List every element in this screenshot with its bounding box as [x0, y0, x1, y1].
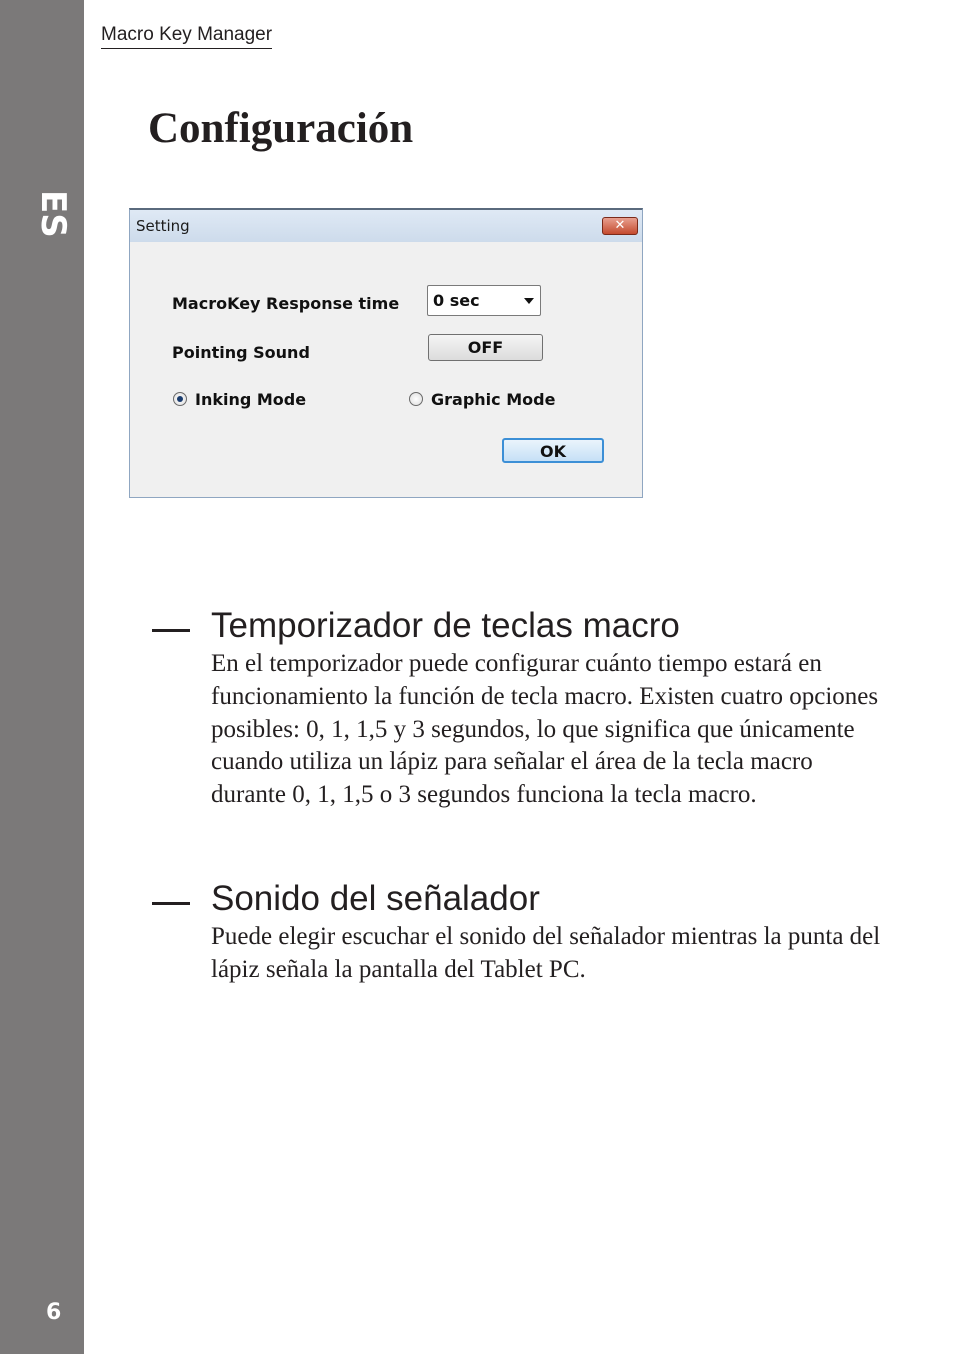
- section-heading-timer: Temporizador de teclas macro: [211, 606, 680, 645]
- inking-mode-label: Inking Mode: [195, 390, 307, 409]
- pointing-sound-label: Pointing Sound: [172, 343, 310, 362]
- response-time-select[interactable]: [427, 285, 541, 316]
- response-time-label: MacroKey Response time: [172, 294, 400, 313]
- running-head: Macro Key Manager: [101, 24, 272, 49]
- ok-button[interactable]: OK: [502, 438, 604, 463]
- dialog-titlebar: [130, 210, 642, 242]
- inking-mode-radio[interactable]: [173, 392, 187, 406]
- pointing-sound-toggle-button[interactable]: OFF: [428, 334, 543, 361]
- graphic-mode-label: Graphic Mode: [431, 390, 556, 409]
- section-bullet-dash: [152, 902, 190, 905]
- section-heading-sound: Sonido del señalador: [211, 879, 540, 918]
- graphic-mode-radio[interactable]: [409, 392, 423, 406]
- close-icon[interactable]: ✕: [602, 217, 638, 235]
- section-body-sound: Puede elegir escuchar el sonido del señalador mientras la punta del lápiz señala la pantalla del Tablet PC.: [211, 923, 881, 983]
- section-bullet-dash: [152, 629, 190, 632]
- language-tab: ES: [33, 190, 73, 238]
- response-time-value: 0 sec: [433, 291, 480, 310]
- chevron-down-icon: [524, 298, 534, 304]
- dialog-body: [130, 242, 642, 497]
- section-body-timer: En el temporizador puede configurar cuánto tiempo estará en funcionamiento la función de tecla macro. Existen cuatro opciones posibles: 0, 1, 1,5 y 3 segundos, lo que significa que únicamente cuando utiliza un lápiz para señalar el área de la tecla macro durante 0, 1, 1,5 o 3 segundos funciona la tecla macro.: [211, 650, 879, 809]
- page-title: Configuración: [148, 105, 414, 152]
- page-number: 6: [46, 1300, 62, 1325]
- side-bar: [0, 0, 84, 1354]
- setting-dialog: [129, 208, 643, 498]
- dialog-title: Setting: [136, 217, 190, 235]
